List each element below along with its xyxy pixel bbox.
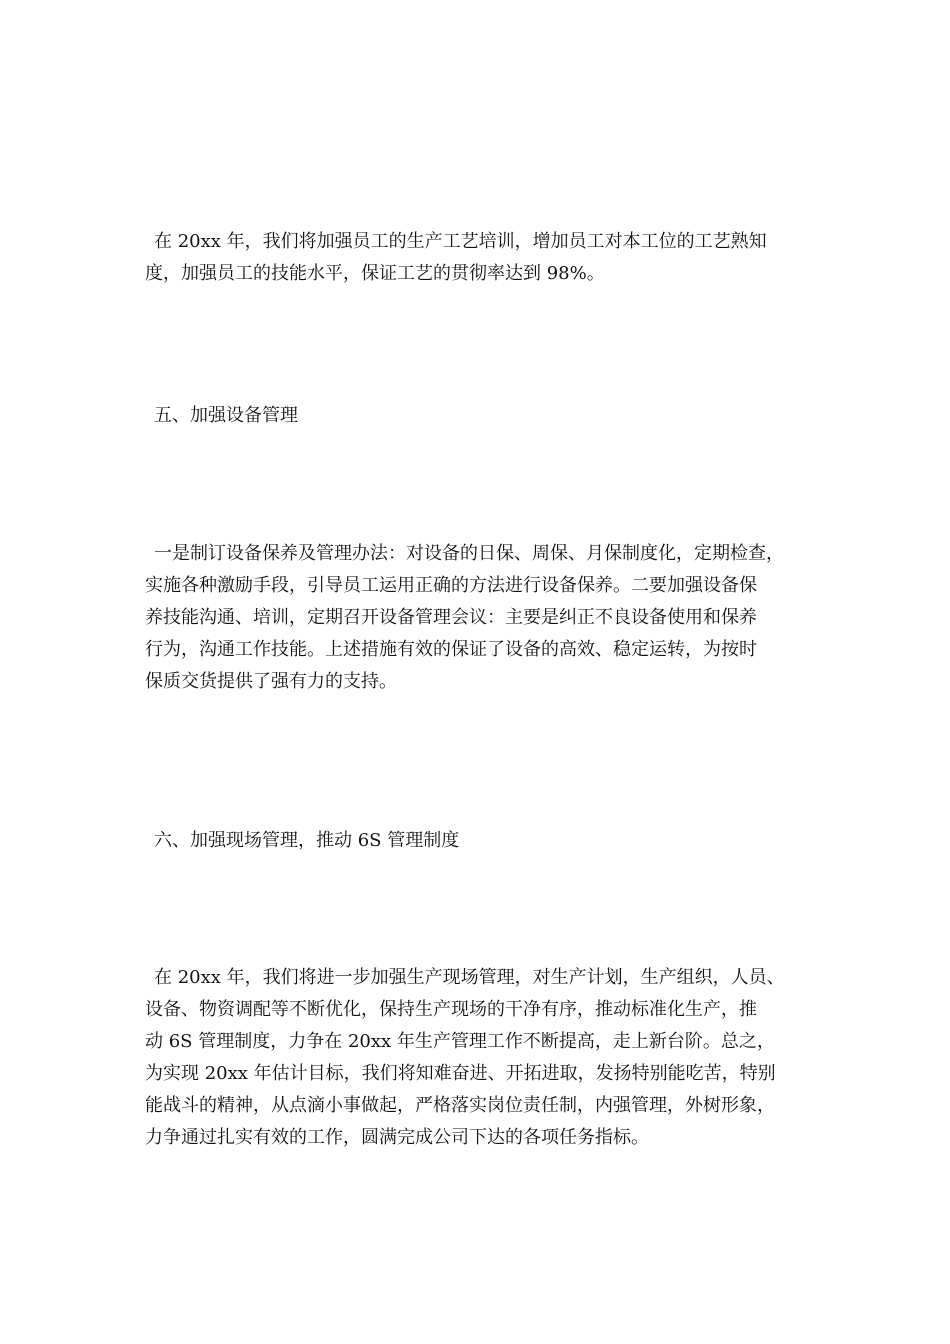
- paragraph-line: 在 20xx 年，我们将加强员工的生产工艺培训，增加员工对本工位的工艺熟知: [154, 231, 767, 252]
- paragraph-line: 实施各种激励手段，引导员工运用正确的方法进行设备保养。二要加强设备保: [145, 575, 757, 596]
- paragraph-equipment-management: [145, 538, 825, 698]
- paragraph-line: 动 6S 管理制度，力争在 20xx 年生产管理工作不断提高，走上新台阶。总之，: [145, 1031, 775, 1052]
- paragraph-line: 度，加强员工的技能水平，保证工艺的贯彻率达到 98%。: [145, 263, 605, 284]
- paragraph-line: 为实现 20xx 年估计目标，我们将知难奋进、开拓进取，发扬特别能吃苦，特别: [145, 1063, 776, 1084]
- paragraph-line: 养技能沟通、培训，定期召开设备管理会议：主要是纠正不良设备使用和保养: [145, 607, 757, 628]
- paragraph-line: 一是制订设备保养及管理办法：对设备的日保、周保、月保制度化，定期检查，: [154, 543, 784, 564]
- section-heading-site-management: 六、加强现场管理，推动 6S 管理制度: [154, 830, 460, 851]
- paragraph-line: 在 20xx 年，我们将进一步加强生产现场管理，对生产计划，生产组织，人员、: [154, 967, 785, 988]
- paragraph-line: 行为，沟通工作技能。上述措施有效的保证了设备的高效、稳定运转，为按时: [145, 639, 757, 660]
- paragraph-site-management: [145, 962, 825, 1154]
- paragraph-line: 力争通过扎实有效的工作，圆满完成公司下达的各项任务指标。: [145, 1127, 649, 1148]
- section-heading-equipment: 五、加强设备管理: [154, 405, 298, 426]
- paragraph-line: 能战斗的精神，从点滴小事做起，严格落实岗位责任制，内强管理，外树形象，: [145, 1095, 775, 1116]
- paragraph-line: 设备、物资调配等不断优化，保持生产现场的干净有序，推动标准化生产，推: [145, 999, 757, 1020]
- paragraph-process-training: [145, 226, 825, 290]
- paragraph-line: 保质交货提供了强有力的支持。: [145, 671, 397, 692]
